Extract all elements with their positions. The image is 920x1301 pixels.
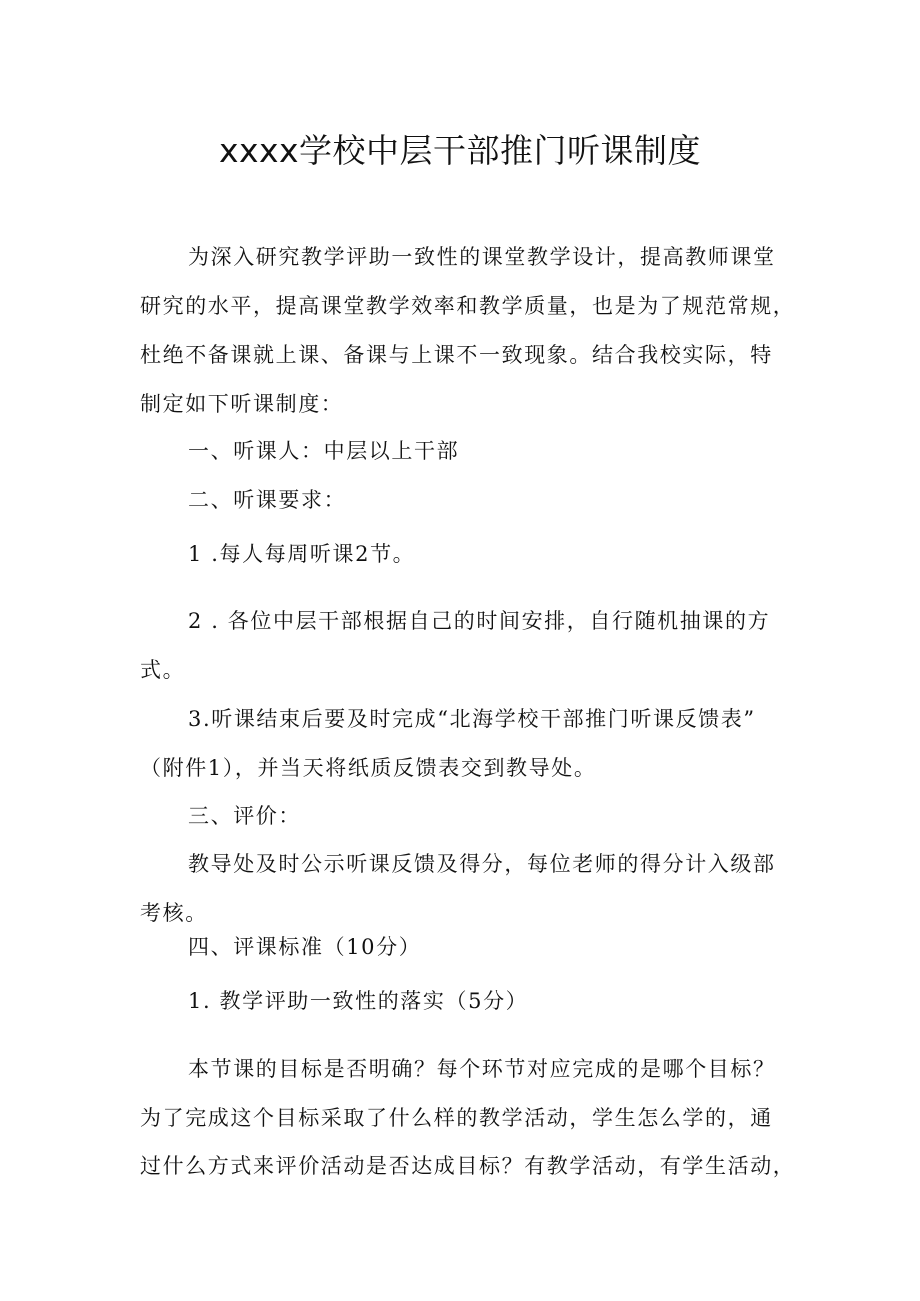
section-heading-criteria: 四、评课标准（10分） xyxy=(188,935,422,959)
list-item: 1 .每人每周听课2节。 xyxy=(188,542,416,566)
list-item: 2 . 各位中层干部根据自己的时间安排，自行随机抽课的方 xyxy=(188,609,771,633)
paragraph-line: 为了完成这个目标采取了什么样的教学活动，学生怎么学的，通 xyxy=(140,1106,773,1130)
paragraph-line: 过什么方式来评价活动是否达成目标？有教学活动，有学生活动， xyxy=(140,1154,796,1178)
paragraph-line: 考核。 xyxy=(140,901,208,925)
list-item: 3.听课结束后要及时完成“北海学校干部推门听课反馈表” xyxy=(188,707,756,731)
paragraph-line: 杜绝不备课就上课、备课与上课不一致现象。结合我校实际，特 xyxy=(140,343,773,367)
paragraph-line: （附件1），并当天将纸质反馈表交到教导处。 xyxy=(140,756,597,780)
paragraph-line: 式。 xyxy=(140,658,186,682)
document-title: xxxx学校中层干部推门听课制度 xyxy=(218,131,702,170)
section-heading-evaluation: 三、评价： xyxy=(188,804,301,828)
section-heading-listeners: 一、听课人：中层以上干部 xyxy=(188,439,460,463)
paragraph-line: 为深入研究教学评助一致性的课堂教学设计，提高教师课堂 xyxy=(188,245,776,269)
list-item: 1. 教学评助一致性的落实（5分） xyxy=(188,989,529,1013)
paragraph-line: 制定如下听课制度： xyxy=(140,392,344,416)
section-heading-requirements: 二、听课要求： xyxy=(188,488,347,512)
paragraph-line: 本节课的目标是否明确？每个环节对应完成的是哪个目标？ xyxy=(188,1057,776,1081)
paragraph-line: 教导处及时公示听课反馈及得分，每位老师的得分计入级部 xyxy=(188,852,776,876)
paragraph-line: 研究的水平，提高课堂教学效率和教学质量，也是为了规范常规， xyxy=(140,294,796,318)
